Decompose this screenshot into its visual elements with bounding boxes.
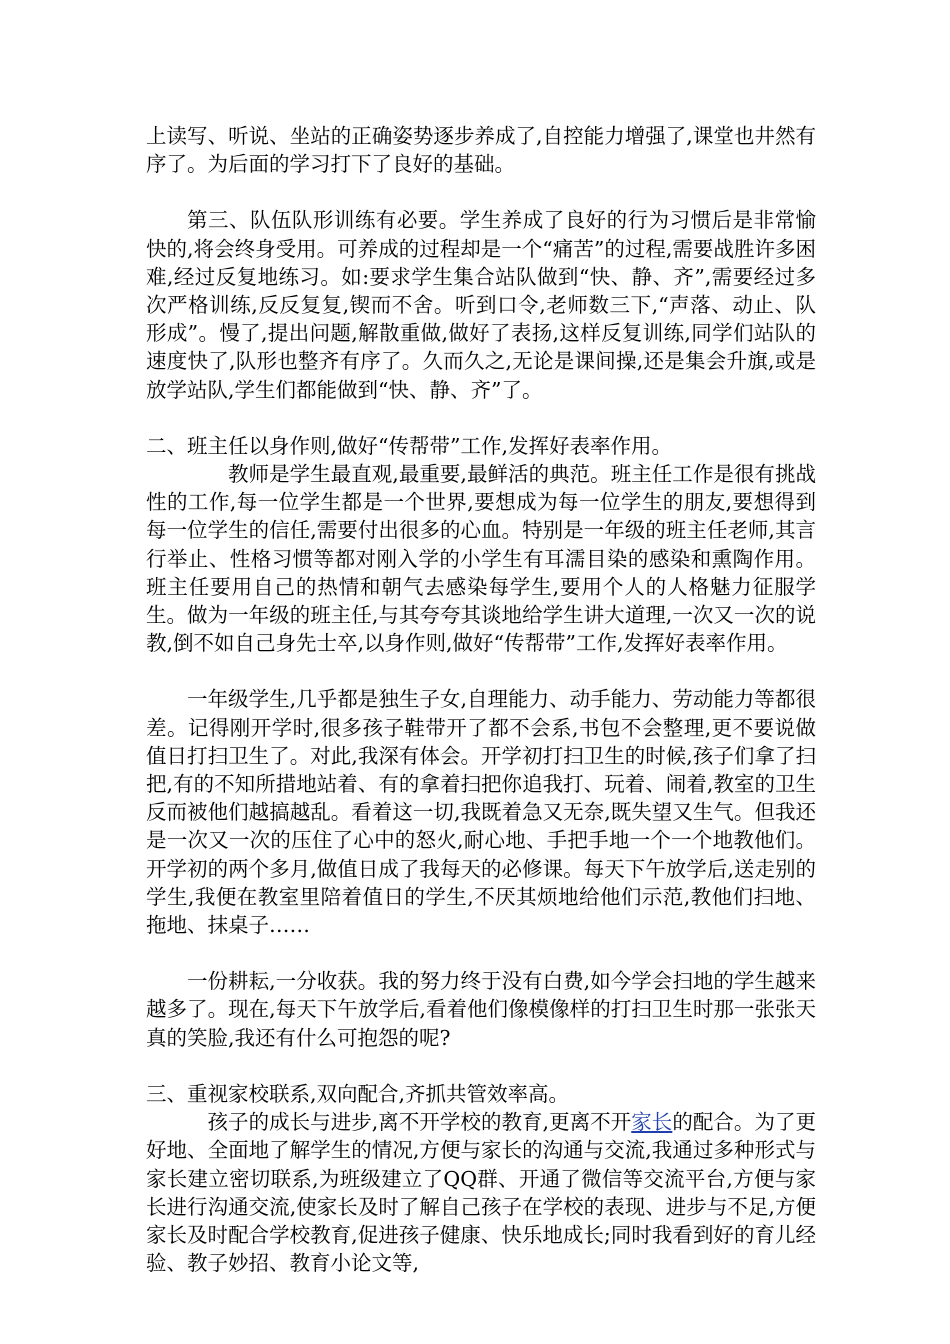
section-heading-two: 二、班主任以身作则,做好“传帮带”工作,发挥好表率作用。: [146, 433, 672, 458]
section-heading-three: 三、重视家校联系,双向配合,齐抓共管效率高。: [146, 1081, 570, 1106]
paragraph-spacer: [146, 1052, 816, 1080]
paragraph-teacher-role-model: 教师是学生最直观,最重要,最鲜活的典范。班主任工作是很有挑战性的工作,每一位学生都是一个世界,要想成为每一位学生的朋友,要想得到每一位学生的信任,需要付出很多的心血。特别是一年级的班主任老师,其言行举止、性格习惯等都对刚入学的小学生有耳濡目染的感染和熏陶作用。班主任要用自己的热情和朝气去感染每学生,要用个人的人格魅力征服学生。做为一年级的班主任,与其夸夸其谈地给学生讲大道理,一次又一次的说教,倒不如自己身先士卒,以身作则,做好“传帮带”工作,发挥好表率作用。: [146, 462, 816, 656]
paragraph-effort-reward: 一份耕耘,一分收获。我的努力终于没有白费,如今学会扫地的学生越来越多了。现在,每天下午放学后,看着他们像模像样的打扫卫生时那一张张天真的笑脸,我还有什么可抱怨的呢?: [146, 969, 816, 1050]
paragraph-queue-training: 第三、队伍队形训练有必要。学生养成了良好的行为习惯后是非常愉快的,将会终身受用。可养成的过程却是一个“痛苦”的过程,需要战胜许多困难,经过反复地练习。如:要求学生集合站队做到“快、静、齐”,需要经过多次严格训练,反反复复,锲而不舍。听到口令,老师数三下,“声落、动止、队形成”。慢了,提出问题,解散重做,做好了表扬,这样反复训练,同学们站队的速度快了,队形也整齐有序了。久而久之,无论是课间操,还是集会升旗,或是放学站队,学生们都能做到“快、静、齐”了。: [146, 208, 816, 402]
parents-link[interactable]: 家长: [631, 1110, 673, 1135]
paragraph-posture-habits: 上读写、听说、坐站的正确姿势逐步养成了,自控能力增强了,课堂也井然有序了。为后面的学习打下了良好的基础。: [146, 124, 816, 177]
paragraph-spacer: [146, 178, 816, 206]
paragraph-first-graders: 一年级学生,几乎都是独生子女,自理能力、动手能力、劳动能力等都很差。记得刚开学时,很多孩子鞋带开了都不会系,书包不会整理,更不要说做值日打扫卫生了。对此,我深有体会。开学初打扫卫生的时候,孩子们拿了扫把,有的不知所措地站着、有的拿着扫把你追我打、玩着、闹着,教室的卫生反而被他们越搞越乱。看着这一切,我既着急又无奈,既失望又生气。但我还是一次又一次的压住了心中的怒火,耐心地、手把手地一个一个地教他们。开学初的两个多月,做值日成了我每天的必修课。每天下午放学后,送走别的学生,我便在教室里陪着值日的学生,不厌其烦地给他们示范,教他们扫地、拖地、抹桌子……: [146, 687, 816, 938]
paragraph-text-segment: 的配合。为了更好地、全面地了解学生的情况,方便与家长的沟通与交流,我通过多种形式与家长建立密切联系,为班级建立了QQ群、开通了微信等交流平台,方便与家长进行沟通交流,使家长及时了解自己孩子在学校的表现、进步与不足,方便家长及时配合学校教育,促进孩子健康、快乐地成长;同时我看到好的育儿经验、教子妙招、教育小论文等,: [146, 1110, 817, 1276]
paragraph-spacer: [146, 404, 816, 432]
paragraph-text-segment: 孩子的成长与进步,离不开学校的教育,更离不开: [207, 1110, 632, 1135]
paragraph-spacer: [146, 939, 816, 967]
document-body: [146, 122, 816, 1277]
paragraph-home-school: [146, 1108, 816, 1277]
paragraph-spacer: [146, 657, 816, 685]
